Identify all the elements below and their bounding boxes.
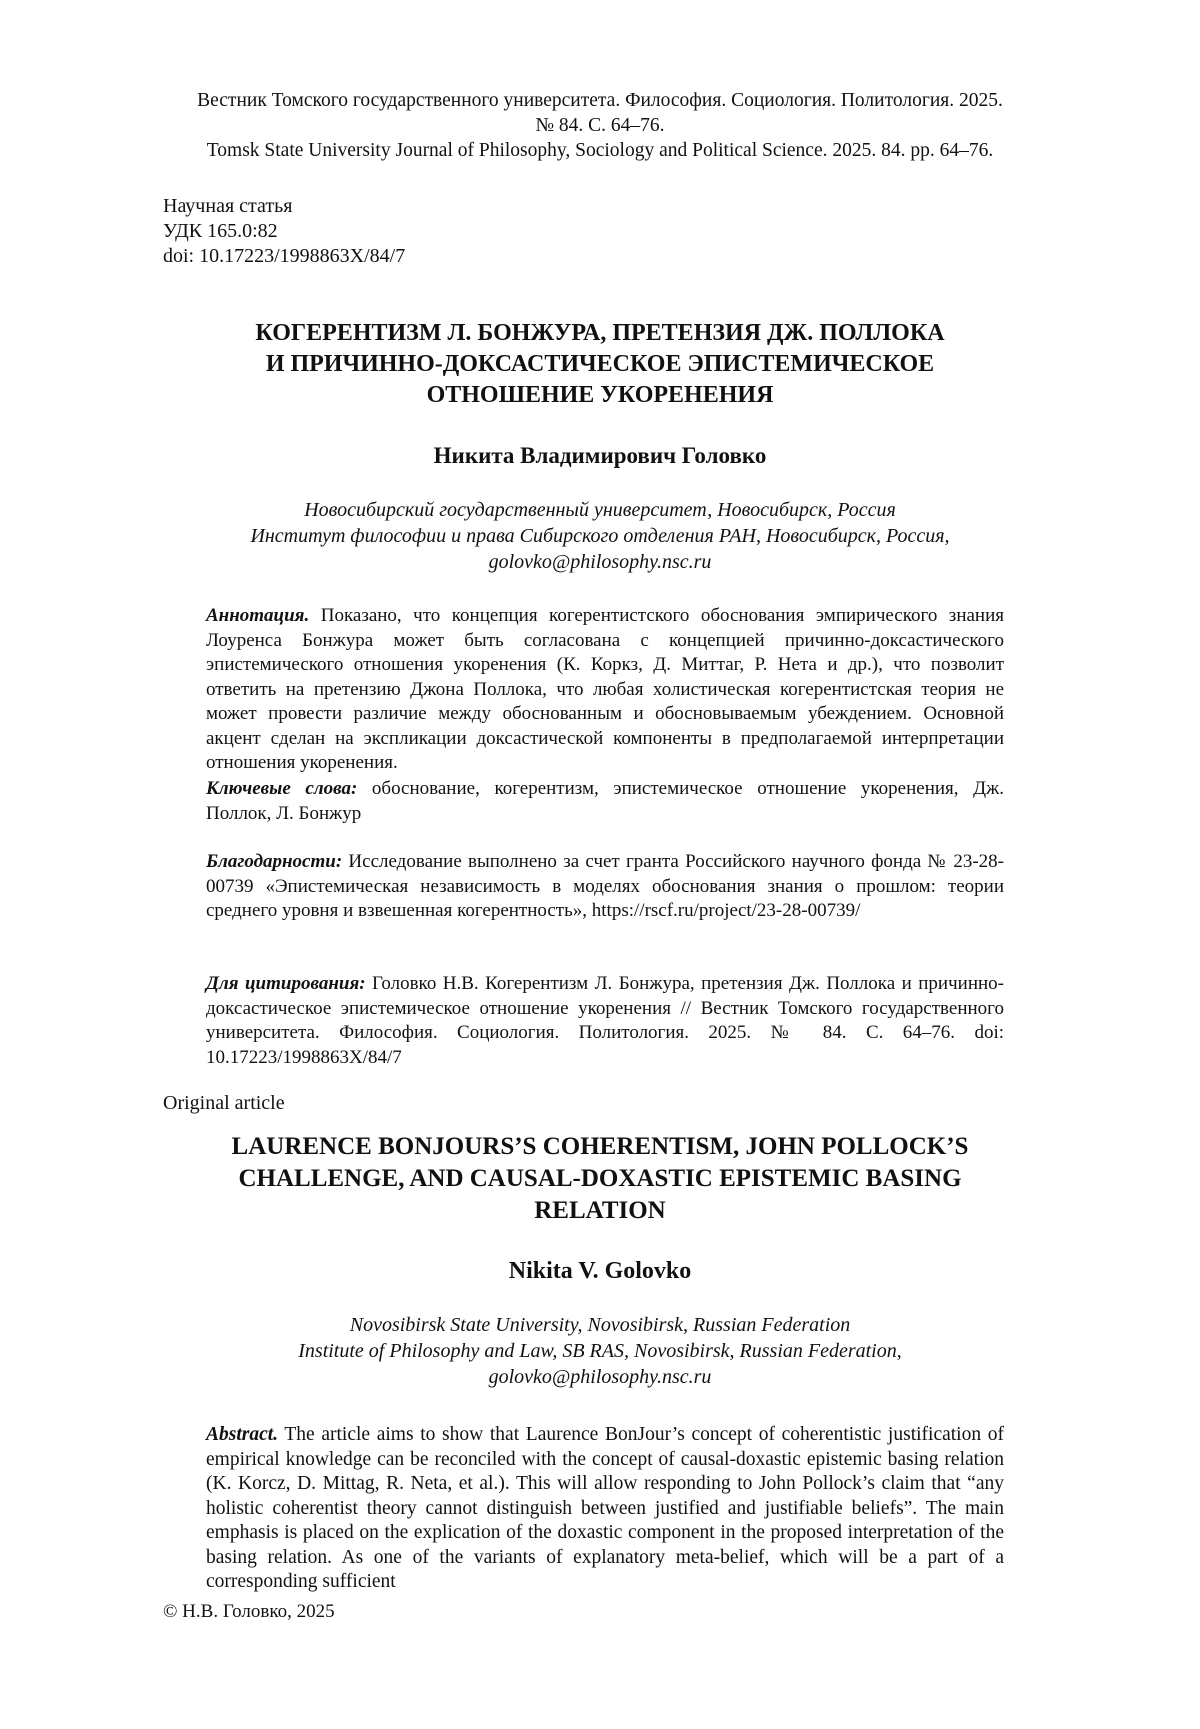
affiliation-en — [160, 1312, 1040, 1390]
article-type: Научная статья — [163, 195, 293, 217]
title-en-line1: LAURENCE BONJOURS’S COHERENTISM, JOHN POLLOCK’S — [231, 1133, 969, 1160]
citation-text: Головко Н.В. Когерентизм Л. Бонжура, претензия Дж. Поллока и причинно-доксастическое эпистемическое отношение укоренения // Вестник Томского государственного университета. Философия. Социология. Политология. 2025. № 84. С. 64–76. doi: 10.17223/1998863Х/84/7 — [206, 973, 1004, 1068]
citation-label: Для цитирования: — [206, 973, 366, 994]
email-en: golovko@philosophy.nsc.ru — [488, 1366, 712, 1388]
keywords-label: Ключевые слова: — [206, 778, 358, 799]
abstract-label: Abstract. — [206, 1424, 279, 1445]
author-en: Nikita V. Golovko — [508, 1258, 692, 1284]
keywords-text: обоснование, когерентизм, эпистемическое отношение укоренения, Дж. Поллок, Л. Бонжур — [206, 778, 1005, 824]
abstract-text: The article aims to show that Laurence BonJour’s concept of coherentistic justification of empirical knowledge can be reconciled with the concept of causal-doxastic epistemic basing relation (K. Korcz, D. Mittag, R. Neta, et al.). This will allow responding to John Pollock’s claim that “any holistic coherentist theory cannot distinguish between justified and justifiable beliefs”. The main emphasis is placed on the explication of the doxastic component in the proposed interpretation of the basing relation. As one of the variants of explanatory meta-belief, which will be a part of a corresponding sufficient — [206, 1424, 1004, 1592]
original-article-label: Original article — [163, 1092, 285, 1114]
annotation — [206, 604, 1004, 776]
acknowledgments-text: Исследование выполнено за счет гранта Российского научного фонда № 23-28-00739 «Эпистемическая независимость в моделях обоснования знания о прошлом: теории среднего уровня и взвешенная когерентность», https://rscf.ru/project/23-28-00739/ — [206, 851, 1004, 921]
email-ru: golovko@philosophy.nsc.ru — [488, 551, 712, 573]
udc-code: УДК 165.0:82 — [163, 220, 278, 242]
title-ru — [160, 318, 1040, 411]
title-ru-line1: КОГЕРЕНТИЗМ Л. БОНЖУРА, ПРЕТЕНЗИЯ ДЖ. ПОЛЛОКА — [255, 320, 945, 346]
journal-header — [140, 88, 1060, 163]
keywords — [206, 777, 1004, 826]
affiliation-ru-line1: Новосибирский государственный университет, Новосибирск, Россия — [304, 499, 896, 521]
title-en-line3: RELATION — [534, 1197, 666, 1224]
affiliation-en-line2: Institute of Philosophy and Law, SB RAS, Novosibirsk, Russian Federation, — [298, 1340, 902, 1362]
doi-ru: doi: 10.17223/1998863Х/84/7 — [163, 245, 406, 267]
acknowledgments — [206, 850, 1004, 924]
affiliation-ru-line2: Институт философии и права Сибирского отделения РАН, Новосибирск, Россия, — [250, 525, 950, 547]
journal-header-ru-line1: Вестник Томского государственного университета. Философия. Социология. Политология. 2025. — [197, 90, 1003, 111]
journal-header-ru-line2: № 84. С. 64–76. — [535, 115, 665, 136]
annotation-label: Аннотация. — [206, 605, 310, 626]
article-meta — [163, 194, 405, 269]
affiliation-en-line1: Novosibirsk State University, Novosibirsk, Russian Federation — [349, 1314, 851, 1336]
title-en — [160, 1131, 1040, 1227]
title-ru-line3: ОТНОШЕНИЕ УКОРЕНЕНИЯ — [426, 382, 774, 408]
author-ru: Никита Владимирович Головко — [433, 443, 767, 468]
citation — [206, 972, 1004, 1070]
title-en-line2: CHALLENGE, AND CAUSAL-DOXASTIC EPISTEMIC BASING — [238, 1165, 962, 1192]
affiliation-ru — [160, 497, 1040, 575]
annotation-text: Показано, что концепция когерентистского обоснования эмпирического знания Лоуренса Бонжура может быть согласована с концепцией причинно-доксастического эпистемического отношения укоренения (К. Коркз, Д. Миттаг, Р. Нета и др.), что позволит ответить на претензию Джона Поллока, что любая холистическая когерентистская теория не может провести различие между обоснованным и обосновываемым убеждением. Основной акцент сделан на экспликации доксастической компоненты в предполагаемой интерпретации отношения укоренения. — [206, 605, 1004, 773]
copyright: © Н.В. Головко, 2025 — [163, 1601, 335, 1622]
acknowledgments-label: Благодарности: — [206, 851, 343, 872]
abstract — [206, 1423, 1004, 1595]
title-ru-line2: И ПРИЧИННО-ДОКСАСТИЧЕСКОЕ ЭПИСТЕМИЧЕСКОЕ — [265, 351, 935, 377]
journal-header-en-line: Tomsk State University Journal of Philosophy, Sociology and Political Science. 2025. 84. pp. 64–76. — [206, 140, 994, 161]
